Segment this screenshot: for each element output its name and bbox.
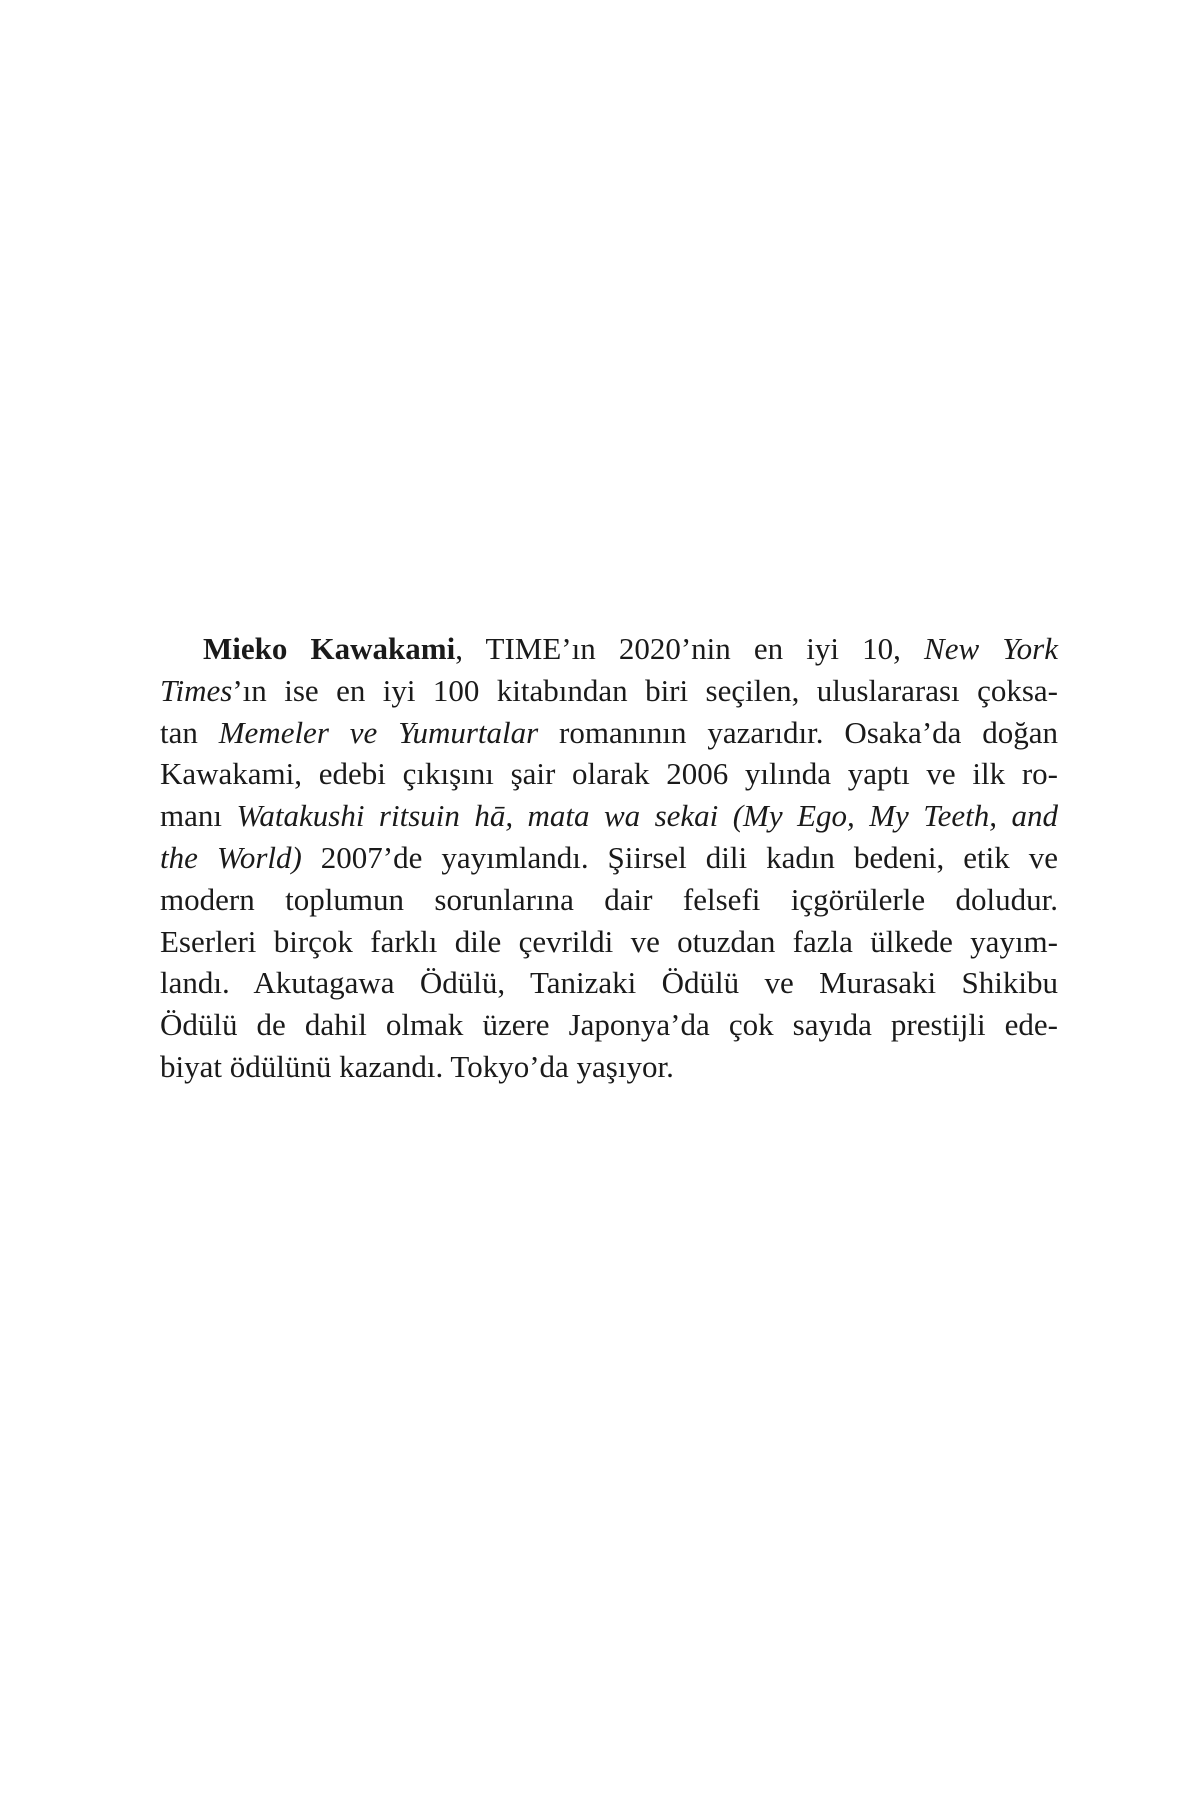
bio-line-5 bbox=[160, 795, 1058, 837]
bio-text: landı. Akutagawa Ödülü, Tanizaki Ödülü ve Murasaki Shikibu bbox=[160, 965, 1058, 1001]
bio-text: , TIME’ın 2020’nin en iyi 10, bbox=[455, 631, 925, 666]
author-bio-paragraph bbox=[160, 628, 1058, 1088]
bio-text: Eserleri birçok farklı dile çevrildi ve otuzdan fazla ülkede yayım- bbox=[160, 923, 1058, 959]
author-name: Mieko Kawakami bbox=[203, 631, 456, 666]
bio-line-7 bbox=[160, 879, 1058, 921]
bio-text: tan bbox=[160, 714, 219, 750]
publication-title: New York bbox=[924, 631, 1058, 666]
bio-line-9 bbox=[160, 962, 1058, 1004]
bio-text: ’ın ise en iyi 100 kitabından biri seçilen, uluslararası çoksa- bbox=[232, 672, 1058, 708]
bio-text: Kawakami, edebi çıkışını şair olarak 2006 yılında yaptı ve ilk ro- bbox=[160, 756, 1058, 792]
bio-text: biyat ödülünü kazandı. Tokyo’da yaşıyor. bbox=[160, 1048, 674, 1084]
bio-line-6 bbox=[160, 837, 1058, 879]
bio-text: romanının yazarıdır. Osaka’da doğan bbox=[538, 714, 1058, 750]
publication-title: Times bbox=[160, 672, 233, 708]
bio-line-10 bbox=[160, 1004, 1058, 1046]
novel-title: the World) bbox=[160, 839, 302, 875]
novel-title: Watakushi ritsuin hā, mata wa sekai (My Ego, My Teeth, and bbox=[236, 798, 1058, 834]
bio-line-2 bbox=[160, 670, 1058, 712]
bio-text: modern toplumun sorunlarına dair felsefi içgörülerle doludur. bbox=[160, 881, 1058, 917]
bio-text: manı bbox=[160, 798, 237, 834]
bio-line-1 bbox=[160, 628, 1058, 670]
bio-line-4 bbox=[160, 753, 1058, 795]
bio-text: 2007’de yayımlandı. Şiirsel dili kadın bedeni, etik ve bbox=[301, 839, 1058, 875]
bio-line-11 bbox=[160, 1046, 1058, 1088]
bio-line-8 bbox=[160, 921, 1058, 963]
novel-title: Memeler ve Yumurtalar bbox=[218, 714, 539, 750]
bio-line-3 bbox=[160, 712, 1058, 754]
bio-text: Ödülü de dahil olmak üzere Japonya’da çok sayıda prestijli ede- bbox=[160, 1007, 1058, 1043]
